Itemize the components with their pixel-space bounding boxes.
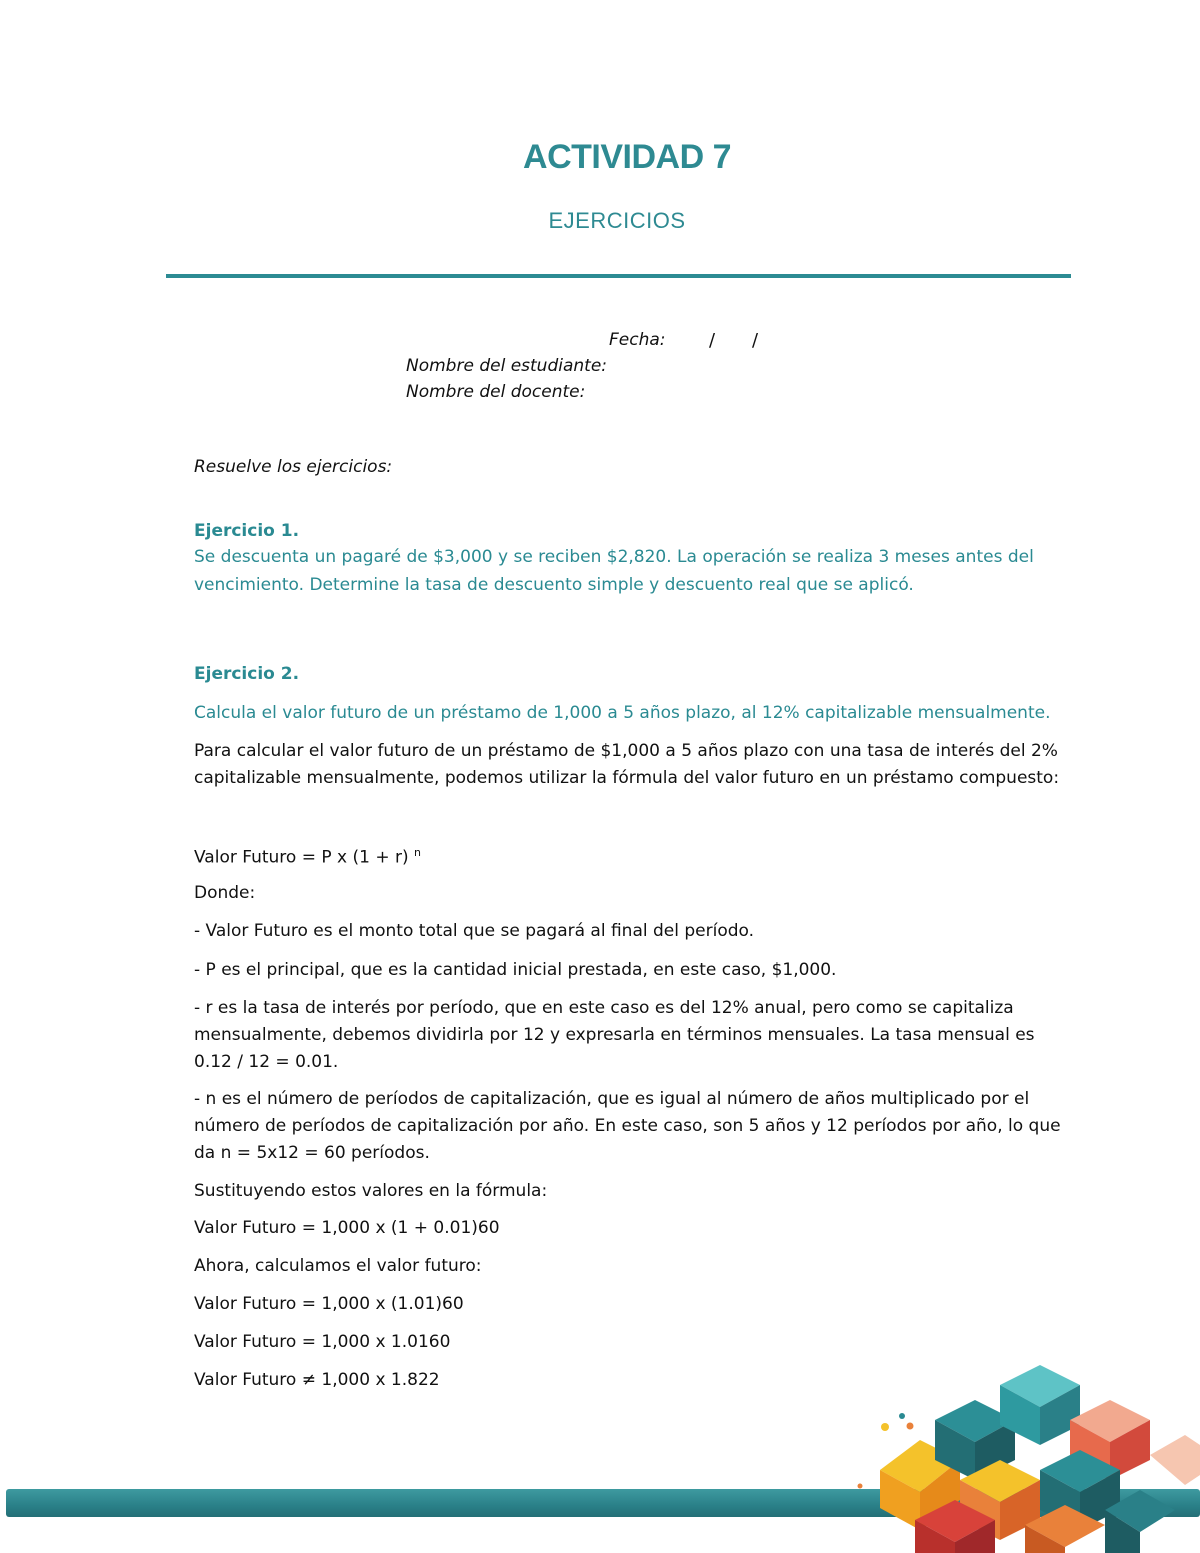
exercise-1-text-line1: Se descuenta un pagaré de $3,000 y se reciben $2,820. La operación se realiza 3 meses antes del	[194, 547, 1034, 567]
fecha-separator-2: /	[752, 330, 759, 351]
formula-exponent: n	[414, 846, 422, 859]
decorative-cubes-graphic	[840, 1360, 1200, 1553]
bullet-rate-line3: 0.12 / 12 = 0.01.	[194, 1052, 339, 1072]
intro-line1: Para calcular el valor futuro de un préstamo de $1,000 a 5 años plazo con una tasa de interés del 2%	[194, 741, 1058, 761]
exercise-1-heading: Ejercicio 1.	[194, 521, 300, 541]
bullet-periods-line1: - n es el número de períodos de capitalización, que es igual al número de años multiplicado por el	[194, 1089, 1030, 1109]
bullet-valor-futuro: - Valor Futuro es el monto total que se pagará al final del período.	[194, 921, 755, 941]
equation-1: Valor Futuro = 1,000 x (1 + 0.01)60	[194, 1218, 500, 1238]
fecha-label: Fecha:	[609, 330, 666, 350]
student-name-label: Nombre del estudiante:	[406, 356, 608, 376]
exercise-2-statement: Calcula el valor futuro de un préstamo de 1,000 a 5 años plazo, al 12% capitalizable mensualmente.	[194, 703, 1051, 723]
bullet-periods-line3: da n = 5x12 = 60 períodos.	[194, 1143, 430, 1163]
fecha-separator-1: /	[709, 330, 716, 351]
equation-2: Valor Futuro = 1,000 x (1.01)60	[194, 1294, 464, 1314]
donde-label: Donde:	[194, 883, 256, 903]
teacher-name-label: Nombre del docente:	[406, 382, 586, 402]
exercise-1-text-line2: vencimiento. Determine la tasa de descuento simple y descuento real que se aplicó.	[194, 575, 914, 595]
equation-3: Valor Futuro = 1,000 x 1.0160	[194, 1332, 451, 1352]
bullet-periods-line2: número de períodos de capitalización por año. En este caso, son 5 años y 12 períodos por año, lo que	[194, 1116, 1061, 1136]
header-divider	[166, 274, 1071, 278]
equation-4: Valor Futuro ≠ 1,000 x 1.822	[194, 1370, 440, 1390]
substitution-text: Sustituyendo estos valores en la fórmula:	[194, 1181, 548, 1201]
page-subtitle: EJERCICIOS	[548, 208, 686, 233]
calculation-text: Ahora, calculamos el valor futuro:	[194, 1256, 482, 1276]
bullet-rate-line1: - r es la tasa de interés por período, que en este caso es del 12% anual, pero como se capitaliza	[194, 998, 1014, 1018]
page-title: ACTIVIDAD 7	[523, 138, 731, 176]
intro-line2: capitalizable mensualmente, podemos utilizar la fórmula del valor futuro en un préstamo compuesto:	[194, 768, 1060, 788]
bullet-principal: - P es el principal, que es la cantidad inicial prestada, en este caso, $1,000.	[194, 960, 837, 980]
bullet-rate-line2: mensualmente, debemos dividirla por 12 y expresarla en términos mensuales. La tasa mensual es	[194, 1025, 1035, 1045]
exercise-2-heading: Ejercicio 2.	[194, 664, 300, 684]
formula-text: Valor Futuro = P x (1 + r)	[194, 847, 409, 868]
instructions: Resuelve los ejercicios:	[194, 457, 393, 477]
formula	[194, 840, 421, 871]
